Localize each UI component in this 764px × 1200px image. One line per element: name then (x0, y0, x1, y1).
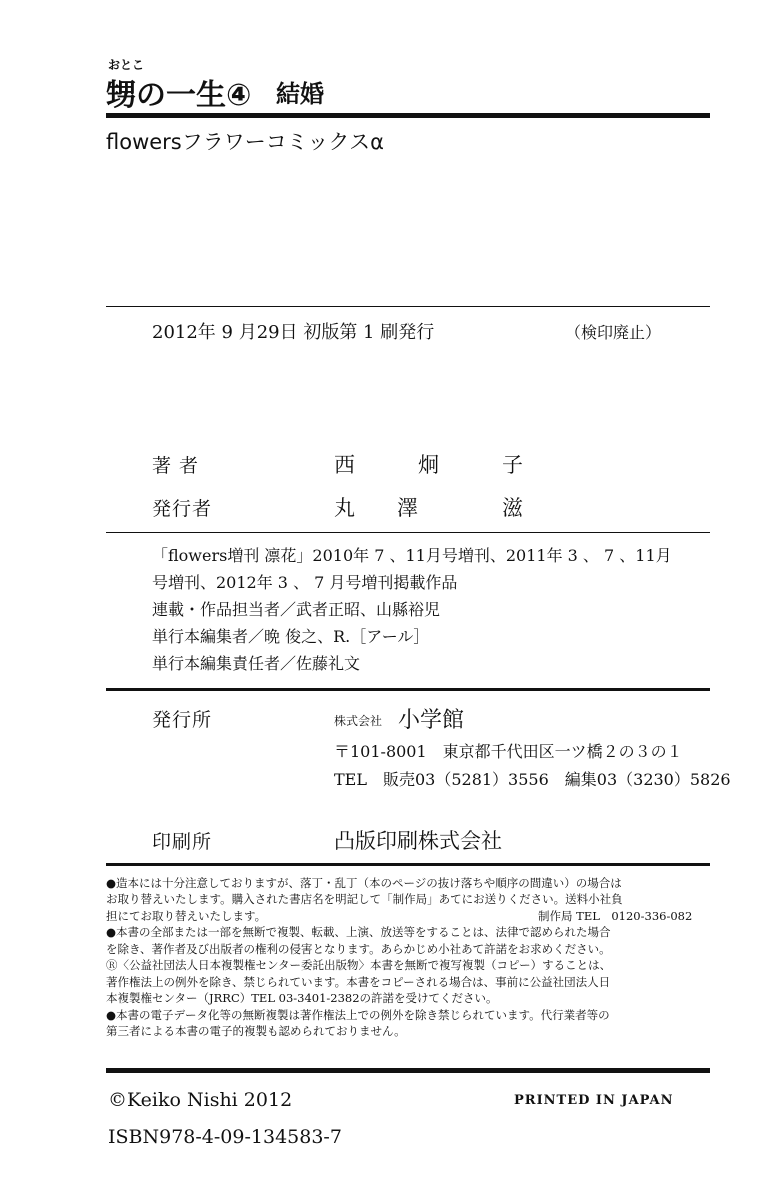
printer-name: 凸版印刷株式会社 (334, 829, 502, 853)
publisher-person-name: 丸 澤 滋 (334, 496, 523, 520)
credits-line-4: 単行本編集者／晩 俊之、R.［アール］ (152, 627, 430, 646)
printed-in-japan: PRINTED IN JAPAN (514, 1093, 674, 1108)
seal-note: （検印廃止） (565, 323, 662, 342)
publisher-house-address: 〒101-8001 東京都千代田区一ツ橋２の３の１ (334, 742, 683, 761)
date-rule-top (106, 306, 710, 307)
notice-line-10: 第三者による本書の電子的複製も認められておりません。 (106, 1024, 406, 1038)
publisher-person-label: 発行者 (152, 498, 213, 520)
credits-line-5: 単行本編集責任者／佐藤礼文 (152, 654, 361, 673)
author-label: 著 者 (152, 455, 200, 477)
credits-line-1: 「flowers増刊 凛花」2010年 7 、11月号増刊、2011年 3 、 7 、11月 (152, 546, 672, 565)
notice-line-4: ●本書の全部または一部を無断で複製、転載、上演、放送等をすることは、法律で認められた場合 (106, 925, 611, 939)
credits-rule-top (106, 532, 710, 533)
notice-line-8: 本複製権センター（JRRC）TEL 03-3401-2382の許諾を受けてください。 (106, 991, 498, 1005)
credits-line-3: 連載・作品担当者／武者正昭、山縣裕児 (152, 600, 441, 619)
footer-rule (106, 1068, 710, 1073)
notices-rule-top (106, 863, 710, 866)
production-tel: 制作局 TEL 0120-336-082 (538, 909, 693, 923)
printer-label: 印刷所 (152, 831, 213, 853)
title-rule (106, 113, 710, 118)
series-name: flowersフラワーコミックスα (106, 130, 384, 154)
notice-line-5: を除き、著作者及び出版者の権利の侵害となります。あらかじめ小社あて許諾をお求めください。 (106, 942, 611, 956)
publisher-rule-top (106, 688, 710, 691)
notice-line-7: 著作権法上の例外を除き、禁じられています。本書をコピーされる場合は、事前に公益社団法人日 (106, 975, 611, 989)
publisher-house-tel: TEL 販売03（5281）3556 編集03（3230）5826 (334, 770, 731, 789)
publisher-house-prefix: 株式会社 (334, 714, 383, 728)
book-title: 甥の一生④ (106, 78, 252, 113)
author-name: 西 炯 子 (334, 453, 523, 477)
notice-line-2: お取り替えいたします。購入された書店名を明記して「制作局」あてにお送りください。送料小社負 (106, 892, 623, 906)
notice-line-1: ●造本には十分注意しておりますが、落丁・乱丁（本のページの抜け落ちや順序の間違い）の場合は (106, 876, 622, 890)
book-subtitle: 結婚 (276, 80, 324, 108)
publisher-house-name: 小学館 (398, 708, 465, 733)
notice-line-3: 担にてお取り替えいたします。 (106, 909, 267, 923)
isbn: ISBN978-4-09-134583-7 (108, 1126, 342, 1148)
notice-line-9: ●本書の電子データ化等の無断複製は著作権法上での例外を除き禁じられています。代行業者等の (106, 1008, 610, 1022)
copyright: ©Keiko Nishi 2012 (108, 1089, 293, 1111)
title-ruby: おとこ (108, 58, 145, 72)
credits-line-2: 号増刊、2012年 3 、 7 月号増刊掲載作品 (152, 573, 458, 592)
publisher-house-label: 発行所 (152, 709, 213, 731)
publication-date: 2012年 9 月29日 初版第 1 刷発行 (152, 322, 435, 343)
notice-line-6: Ⓡ〈公益社団法人日本複製権センター委託出版物〉本書を無断で複写複製（コピー）することは、 (106, 958, 612, 972)
